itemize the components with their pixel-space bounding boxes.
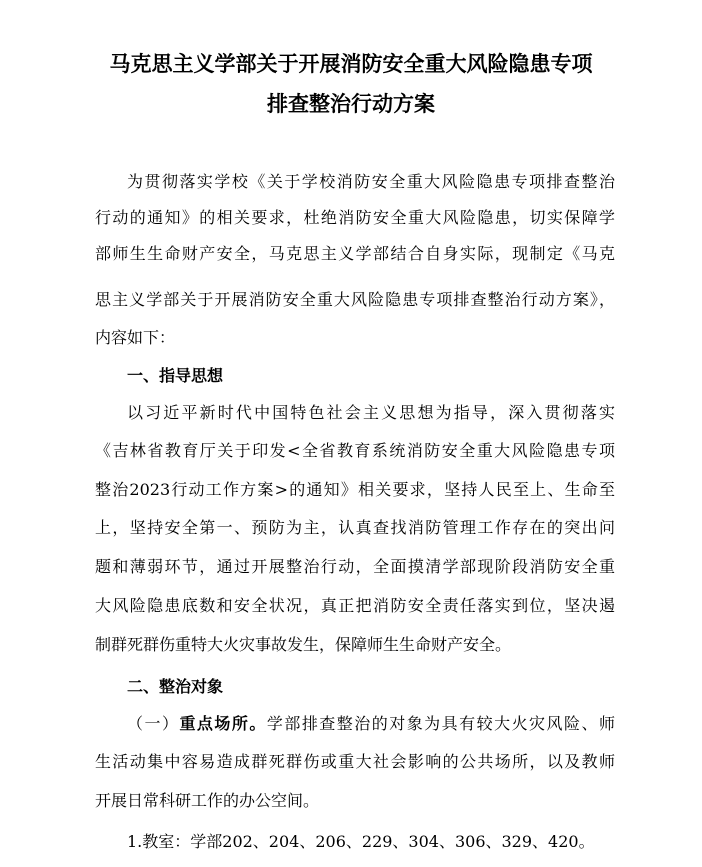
intro-line-4: 思主义学部关于开展消防安全重大风险隐患专项排查整治行动方案》， xyxy=(95,290,615,309)
subsection1-text: 学部排查整治的对象为具有较大火灾风险、师 xyxy=(266,714,615,733)
section1-line-3: 整治2023行动工作方案>的通知》相关要求，坚持人民至上、生命至 xyxy=(95,480,615,499)
intro-line-3: 部师生生命财产安全，马克思主义学部结合自身实际，现制定《马克 xyxy=(95,244,615,263)
intro-line-2: 行动的通知》的相关要求，杜绝消防安全重大风险隐患，切实保障学 xyxy=(95,208,615,227)
subsection1-prefix: （一） xyxy=(127,714,180,733)
section-heading-rectification-targets: 二、整治对象 xyxy=(127,677,224,696)
section1-line-6: 大风险隐患底数和安全状况，真正把消防安全责任落实到位，坚决遏 xyxy=(95,596,615,615)
subsection1-title: 重点场所。 xyxy=(179,714,267,733)
subsection1-line-3: 开展日常科研工作的办公空间。 xyxy=(95,791,320,810)
section1-line-1: 以习近平新时代中国特色社会主义思想为指导，深入贯彻落实 xyxy=(127,403,615,422)
subsection1-line-2: 生活动集中容易造成群死群伤或重大社会影响的公共场所，以及教师 xyxy=(95,752,615,771)
section-heading-guiding-ideology: 一、指导思想 xyxy=(127,366,224,385)
intro-line-5: 内容如下： xyxy=(95,328,176,347)
document-title-line-1: 马克思主义学部关于开展消防安全重大风险隐患专项 xyxy=(109,52,593,76)
section1-line-7: 制群死群伤重特大火灾事故发生，保障师生生命财产安全。 xyxy=(95,635,512,654)
section1-line-2: 《吉林省教育厅关于印发<全省教育系统消防安全重大风险隐患专项 xyxy=(95,441,615,460)
section1-line-5: 题和薄弱环节，通过开展整治行动，全面摸清学部现阶段消防安全重 xyxy=(95,557,615,576)
section1-line-4: 上，坚持安全第一、预防为主，认真查找消防管理工作存在的突出问 xyxy=(95,518,615,537)
intro-line-1: 为贯彻落实学校《关于学校消防安全重大风险隐患专项排查整治 xyxy=(127,172,615,191)
document-title-line-2: 排查整治行动方案 xyxy=(267,92,435,116)
list-item-classrooms: 1.教室：学部202、204、206、229、304、306、329、420。 xyxy=(127,832,595,851)
subsection1-line-1 xyxy=(127,714,615,734)
